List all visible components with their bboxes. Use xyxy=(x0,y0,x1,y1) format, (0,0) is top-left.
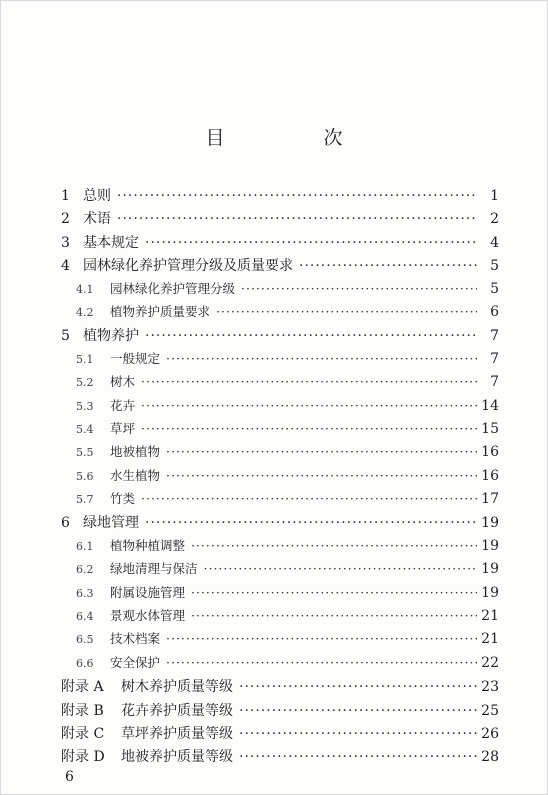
dot-leader xyxy=(141,374,477,389)
toc-page: 21 xyxy=(481,608,499,625)
toc-number: 2 xyxy=(61,211,70,228)
toc-page: 19 xyxy=(481,561,499,578)
dot-leader xyxy=(166,444,477,459)
toc-page: 19 xyxy=(481,537,499,554)
toc-page: 15 xyxy=(481,420,499,437)
toc-page: 2 xyxy=(490,211,499,228)
toc-label: 一般规定 xyxy=(110,350,161,366)
toc-entry[interactable] xyxy=(61,746,499,769)
toc-page: 19 xyxy=(481,584,499,601)
toc-page: 19 xyxy=(481,515,499,532)
toc-entry[interactable] xyxy=(61,489,499,512)
dot-leader xyxy=(145,328,477,344)
toc-number: 3 xyxy=(61,234,70,251)
toc-label: 植物养护 xyxy=(83,328,139,345)
toc-entry[interactable] xyxy=(61,676,499,699)
toc-number: 5.2 xyxy=(76,376,94,390)
toc-label: 基本规定 xyxy=(83,234,139,251)
toc-label: 草坪养护质量等级 xyxy=(121,725,233,742)
toc-entry[interactable] xyxy=(61,325,499,348)
toc-number: 4.2 xyxy=(76,305,94,319)
toc-label: 术语 xyxy=(83,211,111,228)
toc-number: 4.1 xyxy=(76,282,94,296)
toc-page: 26 xyxy=(481,725,499,742)
toc-entry[interactable] xyxy=(61,559,499,582)
toc-entry[interactable] xyxy=(61,185,499,208)
toc-number: 4 xyxy=(61,258,70,275)
toc-number: 6.6 xyxy=(76,656,94,670)
dot-leader xyxy=(204,561,477,576)
toc-label: 地被植物 xyxy=(110,444,161,460)
toc-entry[interactable] xyxy=(61,606,499,629)
dot-leader xyxy=(239,679,477,695)
dot-leader xyxy=(299,258,477,274)
toc-number: 5.1 xyxy=(76,352,94,366)
toc-label: 园林绿化养护管理分级及质量要求 xyxy=(83,258,293,275)
toc-page: 7 xyxy=(490,328,499,345)
dot-leader xyxy=(145,235,477,251)
toc-entry[interactable] xyxy=(61,419,499,442)
toc-entry[interactable] xyxy=(61,349,499,372)
toc-page: 14 xyxy=(481,397,499,414)
toc-page: 16 xyxy=(481,467,499,484)
toc-page: 21 xyxy=(481,631,499,648)
toc-page: 1 xyxy=(490,188,499,204)
toc-number: 1 xyxy=(61,188,70,204)
dot-leader xyxy=(117,188,477,204)
toc-number: 附录 C xyxy=(61,725,105,742)
toc-page: 5 xyxy=(490,280,499,297)
toc-page: 25 xyxy=(481,702,499,719)
dot-leader xyxy=(166,468,477,483)
toc-number: 附录 A xyxy=(61,679,104,696)
toc-page: 6 xyxy=(490,303,499,320)
toc-number: 5.6 xyxy=(76,469,94,483)
toc-label: 水生植物 xyxy=(110,467,161,483)
toc-label: 植物养护质量要求 xyxy=(110,303,211,319)
toc-label: 树木养护质量等级 xyxy=(121,679,233,696)
dot-leader xyxy=(191,585,477,600)
toc-page: 28 xyxy=(481,749,499,766)
toc-number: 5.4 xyxy=(76,422,94,436)
toc-entry[interactable] xyxy=(61,255,499,278)
toc-number: 6.4 xyxy=(76,610,94,624)
toc-entry[interactable] xyxy=(61,232,499,255)
toc-number: 附录 D xyxy=(61,749,105,766)
toc-label: 草坪 xyxy=(110,420,136,436)
toc-entry[interactable] xyxy=(61,536,499,559)
toc-label: 花卉养护质量等级 xyxy=(121,702,233,719)
toc-number: 5.3 xyxy=(76,399,94,413)
toc-entry[interactable] xyxy=(61,653,499,676)
toc-entry[interactable] xyxy=(61,700,499,723)
dot-leader xyxy=(191,538,477,553)
toc-number: 5.7 xyxy=(76,493,94,507)
dot-leader xyxy=(216,304,477,319)
toc-entry[interactable] xyxy=(61,302,499,325)
dot-leader xyxy=(145,515,477,531)
toc-entry[interactable] xyxy=(61,723,499,746)
toc-entry[interactable] xyxy=(61,372,499,395)
toc-label: 地被养护质量等级 xyxy=(121,749,233,766)
dot-leader xyxy=(191,608,477,623)
toc-entry[interactable] xyxy=(61,629,499,652)
toc-page: 7 xyxy=(490,350,499,367)
toc-label: 绿地清理与保洁 xyxy=(110,561,198,577)
toc-number: 附录 B xyxy=(61,702,104,719)
toc-label: 竹类 xyxy=(110,491,136,507)
dot-leader xyxy=(117,211,477,227)
toc-number: 6.2 xyxy=(76,563,94,577)
page-number: 6 xyxy=(65,769,74,785)
toc-entry[interactable] xyxy=(61,583,499,606)
toc-entry[interactable] xyxy=(61,466,499,489)
toc-entry[interactable] xyxy=(61,512,499,535)
toc-entry[interactable] xyxy=(61,208,499,231)
toc-number: 5.5 xyxy=(76,446,94,460)
toc-entry[interactable] xyxy=(61,396,499,419)
dot-leader xyxy=(241,281,477,296)
toc-entry[interactable] xyxy=(61,442,499,465)
toc-label: 绿地管理 xyxy=(83,515,139,532)
toc-number: 6.5 xyxy=(76,633,94,647)
table-of-contents xyxy=(61,185,499,770)
toc-label: 植物种植调整 xyxy=(110,537,186,553)
toc-number: 6 xyxy=(61,515,70,532)
toc-number: 6.3 xyxy=(76,586,94,600)
toc-page: 7 xyxy=(490,374,499,391)
dot-leader xyxy=(166,655,477,670)
toc-label: 树木 xyxy=(110,374,136,390)
dot-leader xyxy=(141,421,477,436)
dot-leader xyxy=(141,398,477,413)
toc-label: 技术档案 xyxy=(110,631,161,647)
dot-leader xyxy=(239,749,477,765)
toc-label: 园林绿化养护管理分级 xyxy=(110,280,236,296)
dot-leader xyxy=(141,491,477,506)
toc-label: 附属设施管理 xyxy=(110,584,186,600)
dot-leader xyxy=(166,631,477,646)
toc-page: 5 xyxy=(490,258,499,275)
toc-label: 总则 xyxy=(83,188,111,204)
toc-page: 23 xyxy=(481,679,499,696)
dot-leader xyxy=(166,351,477,366)
toc-page: 4 xyxy=(490,234,499,251)
dot-leader xyxy=(239,703,477,719)
toc-page: 22 xyxy=(481,654,499,671)
toc-number: 6.1 xyxy=(76,539,94,553)
toc-page: 17 xyxy=(481,491,499,508)
dot-leader xyxy=(239,726,477,742)
toc-label: 安全保护 xyxy=(110,654,161,670)
toc-label: 景观水体管理 xyxy=(110,608,186,624)
toc-entry[interactable] xyxy=(61,279,499,302)
toc-label: 花卉 xyxy=(110,397,136,413)
toc-page: 16 xyxy=(481,444,499,461)
toc-number: 5 xyxy=(61,328,70,345)
page-title: 目 次 xyxy=(205,127,383,149)
